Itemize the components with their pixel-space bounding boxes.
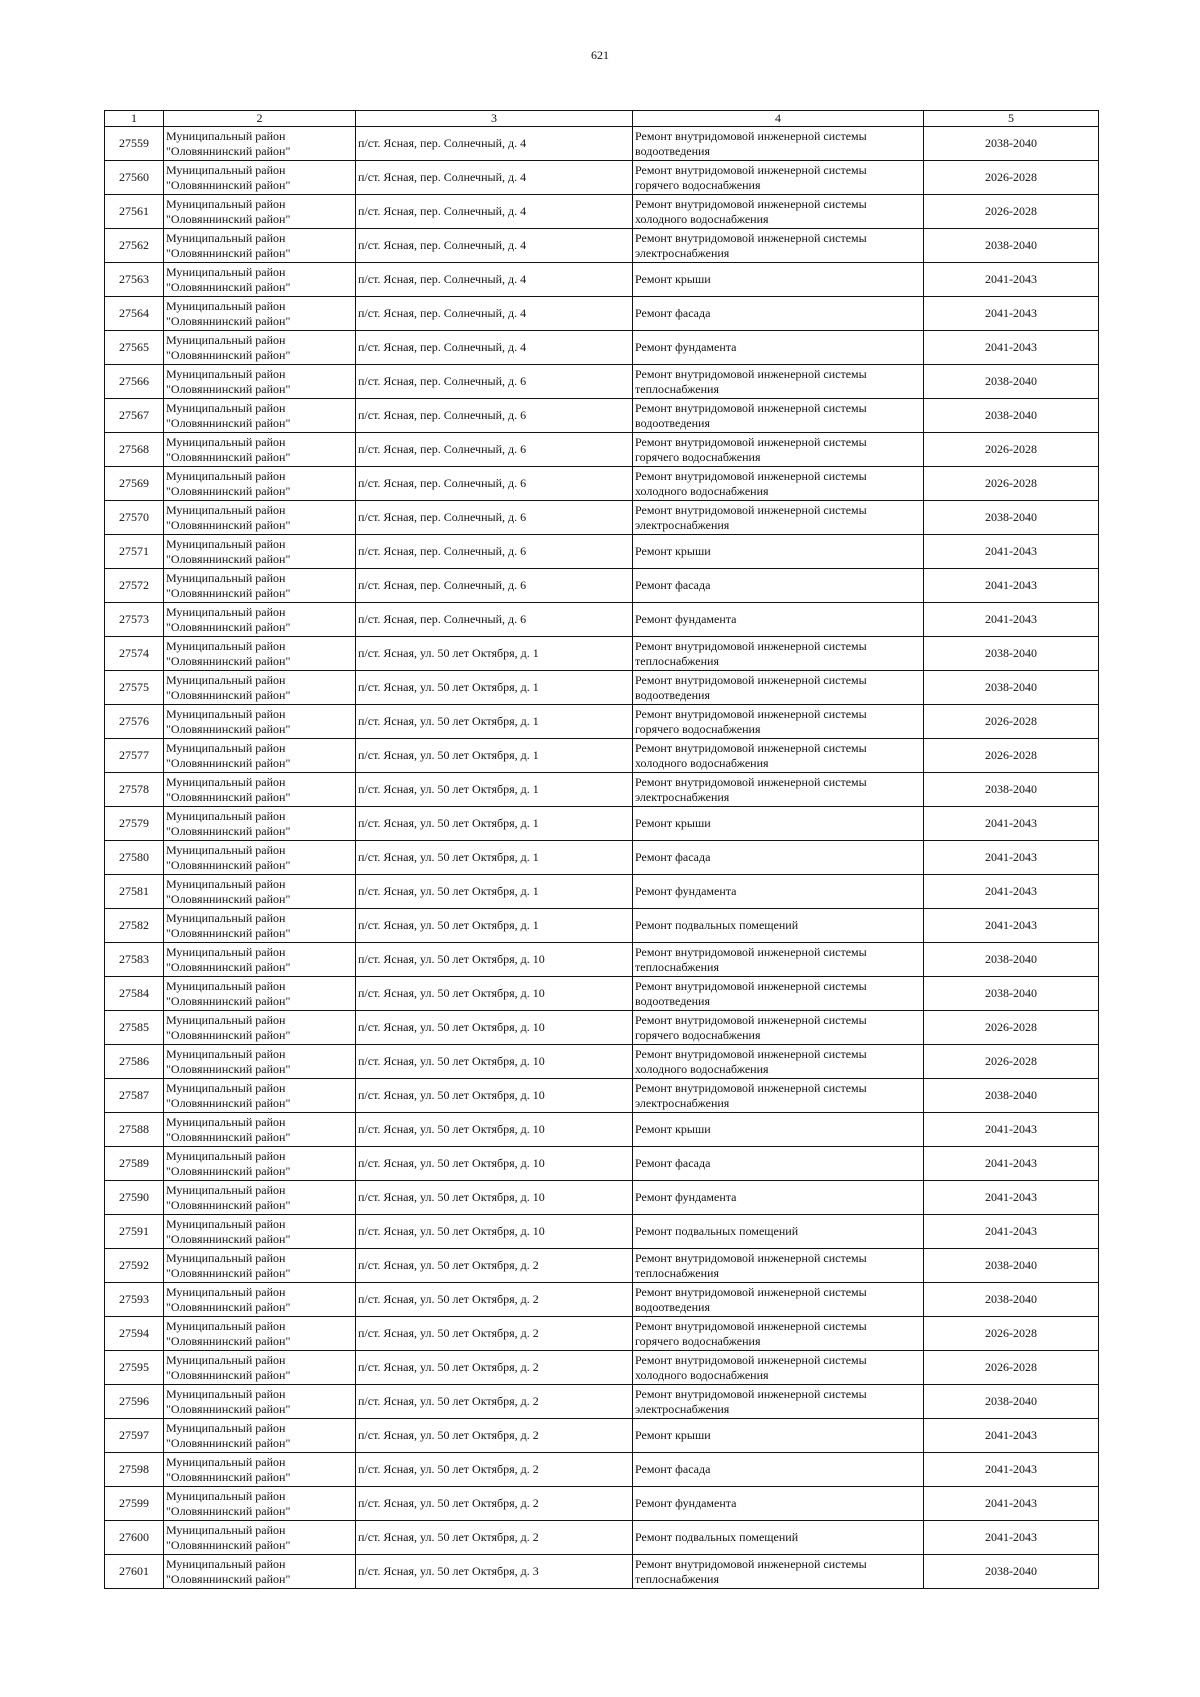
table-row [105, 331, 1099, 365]
period-cell: 2038-2040 [924, 1079, 1099, 1113]
municipality-cell: Муниципальный район "Оловяннинский район" [164, 161, 356, 195]
row-number: 27580 [105, 841, 164, 875]
table-row [105, 739, 1099, 773]
row-number: 27601 [105, 1555, 164, 1589]
municipality-cell: Муниципальный район "Оловяннинский район" [164, 127, 356, 161]
work-type-cell: Ремонт внутридомовой инженерной системы водоотведения [633, 977, 924, 1011]
table-row [105, 875, 1099, 909]
table-row [105, 1317, 1099, 1351]
row-number: 27596 [105, 1385, 164, 1419]
address-cell: п/ст. Ясная, пер. Солнечный, д. 4 [356, 127, 633, 161]
period-cell: 2026-2028 [924, 1317, 1099, 1351]
table-row [105, 1283, 1099, 1317]
table-row [105, 1249, 1099, 1283]
column-header-1: 1 [105, 111, 164, 127]
table-row [105, 399, 1099, 433]
table-row [105, 127, 1099, 161]
work-type-cell: Ремонт внутридомовой инженерной системы теплоснабжения [633, 637, 924, 671]
table-row [105, 365, 1099, 399]
work-type-cell: Ремонт фундамента [633, 331, 924, 365]
work-type-cell: Ремонт внутридомовой инженерной системы электроснабжения [633, 773, 924, 807]
period-cell: 2041-2043 [924, 1181, 1099, 1215]
address-cell: п/ст. Ясная, ул. 50 лет Октября, д. 10 [356, 1079, 633, 1113]
repair-schedule-table [104, 110, 1099, 1589]
address-cell: п/ст. Ясная, ул. 50 лет Октября, д. 1 [356, 671, 633, 705]
address-cell: п/ст. Ясная, пер. Солнечный, д. 6 [356, 501, 633, 535]
column-header-3: 3 [356, 111, 633, 127]
address-cell: п/ст. Ясная, ул. 50 лет Октября, д. 1 [356, 875, 633, 909]
period-cell: 2041-2043 [924, 1419, 1099, 1453]
work-type-cell: Ремонт внутридомовой инженерной системы электроснабжения [633, 501, 924, 535]
address-cell: п/ст. Ясная, ул. 50 лет Октября, д. 1 [356, 841, 633, 875]
work-type-cell: Ремонт внутридомовой инженерной системы холодного водоснабжения [633, 1045, 924, 1079]
municipality-cell: Муниципальный район "Оловяннинский район" [164, 263, 356, 297]
municipality-cell: Муниципальный район "Оловяннинский район" [164, 909, 356, 943]
period-cell: 2026-2028 [924, 705, 1099, 739]
work-type-cell: Ремонт крыши [633, 807, 924, 841]
table-row [105, 1011, 1099, 1045]
municipality-cell: Муниципальный район "Оловяннинский район" [164, 1181, 356, 1215]
table-row [105, 977, 1099, 1011]
table-row [105, 1181, 1099, 1215]
period-cell: 2041-2043 [924, 569, 1099, 603]
table-row [105, 161, 1099, 195]
municipality-cell: Муниципальный район "Оловяннинский район" [164, 535, 356, 569]
municipality-cell: Муниципальный район "Оловяннинский район" [164, 1147, 356, 1181]
period-cell: 2026-2028 [924, 433, 1099, 467]
row-number: 27575 [105, 671, 164, 705]
period-cell: 2026-2028 [924, 161, 1099, 195]
period-cell: 2038-2040 [924, 1555, 1099, 1589]
work-type-cell: Ремонт фундамента [633, 1181, 924, 1215]
municipality-cell: Муниципальный район "Оловяннинский район" [164, 875, 356, 909]
municipality-cell: Муниципальный район "Оловяннинский район" [164, 637, 356, 671]
table-row [105, 807, 1099, 841]
work-type-cell: Ремонт внутридомовой инженерной системы горячего водоснабжения [633, 705, 924, 739]
table-row [105, 1079, 1099, 1113]
row-number: 27567 [105, 399, 164, 433]
work-type-cell: Ремонт фасада [633, 1453, 924, 1487]
table-row [105, 1555, 1099, 1589]
work-type-cell: Ремонт внутридомовой инженерной системы теплоснабжения [633, 1555, 924, 1589]
municipality-cell: Муниципальный район "Оловяннинский район" [164, 1385, 356, 1419]
table-row [105, 1215, 1099, 1249]
address-cell: п/ст. Ясная, ул. 50 лет Октября, д. 1 [356, 739, 633, 773]
row-number: 27566 [105, 365, 164, 399]
municipality-cell: Муниципальный район "Оловяннинский район" [164, 1521, 356, 1555]
table-row [105, 1453, 1099, 1487]
table-row [105, 671, 1099, 705]
table-row [105, 841, 1099, 875]
table-row [105, 1045, 1099, 1079]
period-cell: 2038-2040 [924, 399, 1099, 433]
address-cell: п/ст. Ясная, пер. Солнечный, д. 6 [356, 467, 633, 501]
row-number: 27589 [105, 1147, 164, 1181]
row-number: 27560 [105, 161, 164, 195]
row-number: 27586 [105, 1045, 164, 1079]
address-cell: п/ст. Ясная, пер. Солнечный, д. 4 [356, 229, 633, 263]
municipality-cell: Муниципальный район "Оловяннинский район" [164, 671, 356, 705]
address-cell: п/ст. Ясная, пер. Солнечный, д. 6 [356, 365, 633, 399]
work-type-cell: Ремонт внутридомовой инженерной системы холодного водоснабжения [633, 1351, 924, 1385]
municipality-cell: Муниципальный район "Оловяннинский район" [164, 1351, 356, 1385]
municipality-cell: Муниципальный район "Оловяннинский район" [164, 739, 356, 773]
table-row [105, 705, 1099, 739]
work-type-cell: Ремонт крыши [633, 1419, 924, 1453]
work-type-cell: Ремонт внутридомовой инженерной системы водоотведения [633, 399, 924, 433]
column-header-4: 4 [633, 111, 924, 127]
period-cell: 2041-2043 [924, 535, 1099, 569]
table-row [105, 1385, 1099, 1419]
municipality-cell: Муниципальный район "Оловяннинский район" [164, 603, 356, 637]
period-cell: 2041-2043 [924, 297, 1099, 331]
table-row [105, 569, 1099, 603]
row-number: 27587 [105, 1079, 164, 1113]
period-cell: 2026-2028 [924, 739, 1099, 773]
municipality-cell: Муниципальный район "Оловяннинский район" [164, 1113, 356, 1147]
period-cell: 2041-2043 [924, 1215, 1099, 1249]
municipality-cell: Муниципальный район "Оловяннинский район" [164, 569, 356, 603]
period-cell: 2038-2040 [924, 671, 1099, 705]
period-cell: 2038-2040 [924, 977, 1099, 1011]
period-cell: 2041-2043 [924, 1453, 1099, 1487]
row-number: 27562 [105, 229, 164, 263]
municipality-cell: Муниципальный район "Оловяннинский район" [164, 229, 356, 263]
work-type-cell: Ремонт подвальных помещений [633, 1215, 924, 1249]
work-type-cell: Ремонт внутридомовой инженерной системы холодного водоснабжения [633, 195, 924, 229]
row-number: 27581 [105, 875, 164, 909]
municipality-cell: Муниципальный район "Оловяннинский район" [164, 365, 356, 399]
address-cell: п/ст. Ясная, ул. 50 лет Октября, д. 10 [356, 943, 633, 977]
address-cell: п/ст. Ясная, ул. 50 лет Октября, д. 10 [356, 1011, 633, 1045]
municipality-cell: Муниципальный район "Оловяннинский район" [164, 399, 356, 433]
row-number: 27593 [105, 1283, 164, 1317]
municipality-cell: Муниципальный район "Оловяннинский район" [164, 1317, 356, 1351]
municipality-cell: Муниципальный район "Оловяннинский район" [164, 1419, 356, 1453]
row-number: 27595 [105, 1351, 164, 1385]
period-cell: 2041-2043 [924, 909, 1099, 943]
work-type-cell: Ремонт подвальных помещений [633, 909, 924, 943]
address-cell: п/ст. Ясная, ул. 50 лет Октября, д. 2 [356, 1317, 633, 1351]
table-row [105, 501, 1099, 535]
municipality-cell: Муниципальный район "Оловяннинский район" [164, 1045, 356, 1079]
period-cell: 2026-2028 [924, 1011, 1099, 1045]
municipality-cell: Муниципальный район "Оловяннинский район" [164, 1079, 356, 1113]
address-cell: п/ст. Ясная, пер. Солнечный, д. 4 [356, 263, 633, 297]
table-row [105, 467, 1099, 501]
row-number: 27585 [105, 1011, 164, 1045]
work-type-cell: Ремонт крыши [633, 1113, 924, 1147]
row-number: 27579 [105, 807, 164, 841]
row-number: 27598 [105, 1453, 164, 1487]
row-number: 27591 [105, 1215, 164, 1249]
period-cell: 2038-2040 [924, 229, 1099, 263]
period-cell: 2038-2040 [924, 127, 1099, 161]
period-cell: 2026-2028 [924, 1045, 1099, 1079]
table-row [105, 603, 1099, 637]
address-cell: п/ст. Ясная, ул. 50 лет Октября, д. 2 [356, 1385, 633, 1419]
period-cell: 2041-2043 [924, 875, 1099, 909]
work-type-cell: Ремонт внутридомовой инженерной системы электроснабжения [633, 1385, 924, 1419]
period-cell: 2041-2043 [924, 841, 1099, 875]
municipality-cell: Муниципальный район "Оловяннинский район" [164, 467, 356, 501]
municipality-cell: Муниципальный район "Оловяннинский район" [164, 433, 356, 467]
address-cell: п/ст. Ясная, ул. 50 лет Октября, д. 2 [356, 1453, 633, 1487]
period-cell: 2038-2040 [924, 1249, 1099, 1283]
table-row [105, 263, 1099, 297]
table-row [105, 1113, 1099, 1147]
address-cell: п/ст. Ясная, ул. 50 лет Октября, д. 3 [356, 1555, 633, 1589]
period-cell: 2026-2028 [924, 467, 1099, 501]
municipality-cell: Муниципальный район "Оловяннинский район" [164, 195, 356, 229]
work-type-cell: Ремонт внутридомовой инженерной системы электроснабжения [633, 1079, 924, 1113]
table-row [105, 773, 1099, 807]
table-row [105, 433, 1099, 467]
address-cell: п/ст. Ясная, ул. 50 лет Октября, д. 1 [356, 705, 633, 739]
address-cell: п/ст. Ясная, пер. Солнечный, д. 6 [356, 535, 633, 569]
period-cell: 2026-2028 [924, 1351, 1099, 1385]
table-row [105, 535, 1099, 569]
period-cell: 2041-2043 [924, 603, 1099, 637]
municipality-cell: Муниципальный район "Оловяннинский район" [164, 1487, 356, 1521]
address-cell: п/ст. Ясная, пер. Солнечный, д. 6 [356, 603, 633, 637]
work-type-cell: Ремонт фундамента [633, 875, 924, 909]
period-cell: 2041-2043 [924, 1113, 1099, 1147]
address-cell: п/ст. Ясная, ул. 50 лет Октября, д. 10 [356, 1181, 633, 1215]
row-number: 27594 [105, 1317, 164, 1351]
address-cell: п/ст. Ясная, ул. 50 лет Октября, д. 2 [356, 1283, 633, 1317]
municipality-cell: Муниципальный район "Оловяннинский район" [164, 1011, 356, 1045]
row-number: 27600 [105, 1521, 164, 1555]
row-number: 27568 [105, 433, 164, 467]
address-cell: п/ст. Ясная, ул. 50 лет Октября, д. 10 [356, 1215, 633, 1249]
work-type-cell: Ремонт внутридомовой инженерной системы холодного водоснабжения [633, 467, 924, 501]
period-cell: 2041-2043 [924, 807, 1099, 841]
row-number: 27571 [105, 535, 164, 569]
row-number: 27561 [105, 195, 164, 229]
period-cell: 2038-2040 [924, 943, 1099, 977]
column-header-5: 5 [924, 111, 1099, 127]
work-type-cell: Ремонт фасада [633, 841, 924, 875]
row-number: 27572 [105, 569, 164, 603]
row-number: 27599 [105, 1487, 164, 1521]
work-type-cell: Ремонт крыши [633, 535, 924, 569]
work-type-cell: Ремонт внутридомовой инженерной системы электроснабжения [633, 229, 924, 263]
table-row [105, 1487, 1099, 1521]
row-number: 27588 [105, 1113, 164, 1147]
period-cell: 2026-2028 [924, 195, 1099, 229]
row-number: 27570 [105, 501, 164, 535]
address-cell: п/ст. Ясная, ул. 50 лет Октября, д. 1 [356, 773, 633, 807]
table-row [105, 1521, 1099, 1555]
work-type-cell: Ремонт фундамента [633, 1487, 924, 1521]
municipality-cell: Муниципальный район "Оловяннинский район" [164, 1215, 356, 1249]
municipality-cell: Муниципальный район "Оловяннинский район" [164, 943, 356, 977]
municipality-cell: Муниципальный район "Оловяннинский район" [164, 841, 356, 875]
municipality-cell: Муниципальный район "Оловяннинский район" [164, 705, 356, 739]
row-number: 27564 [105, 297, 164, 331]
address-cell: п/ст. Ясная, пер. Солнечный, д. 6 [356, 399, 633, 433]
municipality-cell: Муниципальный район "Оловяннинский район" [164, 1453, 356, 1487]
address-cell: п/ст. Ясная, ул. 50 лет Октября, д. 1 [356, 807, 633, 841]
address-cell: п/ст. Ясная, пер. Солнечный, д. 4 [356, 331, 633, 365]
work-type-cell: Ремонт внутридомовой инженерной системы теплоснабжения [633, 943, 924, 977]
period-cell: 2041-2043 [924, 1147, 1099, 1181]
address-cell: п/ст. Ясная, ул. 50 лет Октября, д. 10 [356, 1045, 633, 1079]
address-cell: п/ст. Ясная, пер. Солнечный, д. 4 [356, 195, 633, 229]
period-cell: 2038-2040 [924, 773, 1099, 807]
table-body [105, 127, 1099, 1589]
work-type-cell: Ремонт внутридомовой инженерной системы горячего водоснабжения [633, 1011, 924, 1045]
work-type-cell: Ремонт фасада [633, 297, 924, 331]
work-type-cell: Ремонт внутридомовой инженерной системы водоотведения [633, 127, 924, 161]
row-number: 27569 [105, 467, 164, 501]
period-cell: 2038-2040 [924, 1283, 1099, 1317]
address-cell: п/ст. Ясная, ул. 50 лет Октября, д. 2 [356, 1521, 633, 1555]
address-cell: п/ст. Ясная, пер. Солнечный, д. 4 [356, 297, 633, 331]
work-type-cell: Ремонт фундамента [633, 603, 924, 637]
page-number: 621 [591, 48, 609, 62]
work-type-cell: Ремонт внутридомовой инженерной системы горячего водоснабжения [633, 1317, 924, 1351]
period-cell: 2041-2043 [924, 263, 1099, 297]
row-number: 27590 [105, 1181, 164, 1215]
address-cell: п/ст. Ясная, ул. 50 лет Октября, д. 2 [356, 1249, 633, 1283]
period-cell: 2038-2040 [924, 365, 1099, 399]
row-number: 27563 [105, 263, 164, 297]
table-row [105, 637, 1099, 671]
work-type-cell: Ремонт внутридомовой инженерной системы горячего водоснабжения [633, 161, 924, 195]
municipality-cell: Муниципальный район "Оловяннинский район" [164, 1283, 356, 1317]
work-type-cell: Ремонт внутридомовой инженерной системы водоотведения [633, 1283, 924, 1317]
address-cell: п/ст. Ясная, ул. 50 лет Октября, д. 2 [356, 1351, 633, 1385]
address-cell: п/ст. Ясная, ул. 50 лет Октября, д. 10 [356, 1113, 633, 1147]
table-row [105, 943, 1099, 977]
row-number: 27576 [105, 705, 164, 739]
table-header-row [105, 111, 1099, 127]
row-number: 27592 [105, 1249, 164, 1283]
address-cell: п/ст. Ясная, пер. Солнечный, д. 4 [356, 161, 633, 195]
table-row [105, 1147, 1099, 1181]
municipality-cell: Муниципальный район "Оловяннинский район" [164, 773, 356, 807]
address-cell: п/ст. Ясная, ул. 50 лет Октября, д. 1 [356, 637, 633, 671]
municipality-cell: Муниципальный район "Оловяннинский район" [164, 1249, 356, 1283]
row-number: 27565 [105, 331, 164, 365]
table-row [105, 1351, 1099, 1385]
address-cell: п/ст. Ясная, ул. 50 лет Октября, д. 2 [356, 1419, 633, 1453]
row-number: 27583 [105, 943, 164, 977]
municipality-cell: Муниципальный район "Оловяннинский район" [164, 297, 356, 331]
period-cell: 2038-2040 [924, 501, 1099, 535]
address-cell: п/ст. Ясная, ул. 50 лет Октября, д. 10 [356, 977, 633, 1011]
row-number: 27582 [105, 909, 164, 943]
column-header-2: 2 [164, 111, 356, 127]
table-row [105, 297, 1099, 331]
period-cell: 2038-2040 [924, 1385, 1099, 1419]
row-number: 27578 [105, 773, 164, 807]
address-cell: п/ст. Ясная, пер. Солнечный, д. 6 [356, 569, 633, 603]
table-row [105, 229, 1099, 263]
address-cell: п/ст. Ясная, пер. Солнечный, д. 6 [356, 433, 633, 467]
work-type-cell: Ремонт внутридомовой инженерной системы холодного водоснабжения [633, 739, 924, 773]
municipality-cell: Муниципальный район "Оловяннинский район" [164, 977, 356, 1011]
row-number: 27584 [105, 977, 164, 1011]
work-type-cell: Ремонт внутридомовой инженерной системы водоотведения [633, 671, 924, 705]
table-row [105, 909, 1099, 943]
row-number: 27573 [105, 603, 164, 637]
period-cell: 2038-2040 [924, 637, 1099, 671]
municipality-cell: Муниципальный район "Оловяннинский район" [164, 807, 356, 841]
work-type-cell: Ремонт фасада [633, 569, 924, 603]
municipality-cell: Муниципальный район "Оловяннинский район" [164, 1555, 356, 1589]
address-cell: п/ст. Ясная, ул. 50 лет Октября, д. 10 [356, 1147, 633, 1181]
work-type-cell: Ремонт внутридомовой инженерной системы теплоснабжения [633, 1249, 924, 1283]
period-cell: 2041-2043 [924, 331, 1099, 365]
address-cell: п/ст. Ясная, ул. 50 лет Октября, д. 1 [356, 909, 633, 943]
row-number: 27577 [105, 739, 164, 773]
table-row [105, 195, 1099, 229]
work-type-cell: Ремонт фасада [633, 1147, 924, 1181]
row-number: 27597 [105, 1419, 164, 1453]
work-type-cell: Ремонт подвальных помещений [633, 1521, 924, 1555]
table-row [105, 1419, 1099, 1453]
work-type-cell: Ремонт внутридомовой инженерной системы горячего водоснабжения [633, 433, 924, 467]
address-cell: п/ст. Ясная, ул. 50 лет Октября, д. 2 [356, 1487, 633, 1521]
municipality-cell: Муниципальный район "Оловяннинский район" [164, 331, 356, 365]
row-number: 27559 [105, 127, 164, 161]
municipality-cell: Муниципальный район "Оловяннинский район" [164, 501, 356, 535]
work-type-cell: Ремонт внутридомовой инженерной системы теплоснабжения [633, 365, 924, 399]
period-cell: 2041-2043 [924, 1521, 1099, 1555]
row-number: 27574 [105, 637, 164, 671]
work-type-cell: Ремонт крыши [633, 263, 924, 297]
period-cell: 2041-2043 [924, 1487, 1099, 1521]
